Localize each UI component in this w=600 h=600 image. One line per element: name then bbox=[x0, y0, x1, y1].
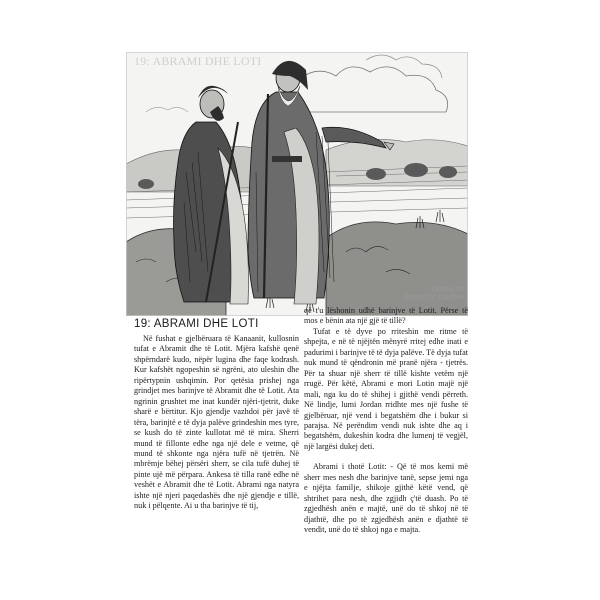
right-text-column bbox=[304, 306, 468, 536]
right-paragraph-3: Abrami i thotë Lotit: - Që të mos kemi më sherr mes nesh dhe barinjve tanë, sepse jemi nga e njëjta familje, shikoje gjithë këtë vend, që shtrihet para nesh, dhe zgjidh ç'të duash. Po të zgjedhësh anën e majtë, unë do të shkoj në të djathtë, dhe po të zgjedhësh anën e djathtë të vendit, unë do të shkoj nga e majta. bbox=[304, 462, 468, 535]
faded-chapter-heading: 19: ABRAMI DHE LOTI bbox=[134, 54, 262, 68]
right-paragraph-1: që t'u lëshonin udhë barinjve të Lotit. Përse të mos e bënin ata një gjë të tillë? bbox=[304, 306, 468, 326]
illustration-drawing bbox=[126, 52, 468, 316]
publisher-watermark bbox=[404, 286, 464, 302]
left-paragraph: Në fushat e gjelbëruara të Kanaanit, kullosnin tufat e Abramit dhe të Lotit. Mjëra kafshë qenë shpërndarë kudo, nëpër lugina dhe faqe kodrash. Kur kafshët ngopeshin së ngrëni, ato uleshin dhe ripërtypnin ushqimin. Por qetësia prishej nga grindjet mes barinjve të Abramit dhe të Lotit. Ata ngrinin grushtet me inat kundër njëri-tjetrit, duke sharë e bërtitur. Kjo gjendje vazhdoi për javë të tëra, barinjtë e të dyja palëve grindeshin mes tyre, se kush do të zinte kullotat më të mira. Sherri mund të fillonte edhe nga një dele e vetme, që mund të shkonte nga njëra tufë në tjetrën. Në mbrëmje bëhej përsëri sherr, se cila tufë duhej të pinte ujë më përpara. Ankesa të tilla ranë edhe në veshët e Abramit dhe të Lotit. Abrami nga natyra ishte një njeri paqedashës dhe një gjendje e tillë, nuk i pëlqente. Ai u tha barinjve të tij, bbox=[134, 334, 299, 511]
watermark-line2: Gospel for Children bbox=[403, 294, 464, 301]
paragraph-gap bbox=[304, 452, 468, 462]
chapter-title: 19: ABRAMI DHE LOTI bbox=[134, 318, 259, 330]
right-paragraph-2: Tufat e të dyve po rriteshin me ritme të shpejta, e në të njëjtën mënyrë rritej edhe inati e padurimi i barinjve të të dyja palëve. Të dyja tufat nuk mund të qëndronin më pranë njëra - tjetrës. Për ta shuar një sherr të tillë kishte vetëm një rrugë. Për këtë, Abrami e mori Lotin majë një mali, nga ku do të shihej i gjithë vendi përreth. Në lindje, lumi Jordan rridhte mes një fushe të gjelbëruar, një vend i begatshëm dhe i bukur si parajsa. Në perëndim vendi nuk ishte dhe aq i begatshëm, dukeshin kodra dhe lumenj të vegjël, një largësi dukej deti. bbox=[304, 326, 468, 451]
left-text-column bbox=[134, 317, 299, 512]
abram-and-lot-illustration bbox=[126, 52, 468, 316]
watermark-line1: Gospel for bbox=[431, 286, 464, 293]
